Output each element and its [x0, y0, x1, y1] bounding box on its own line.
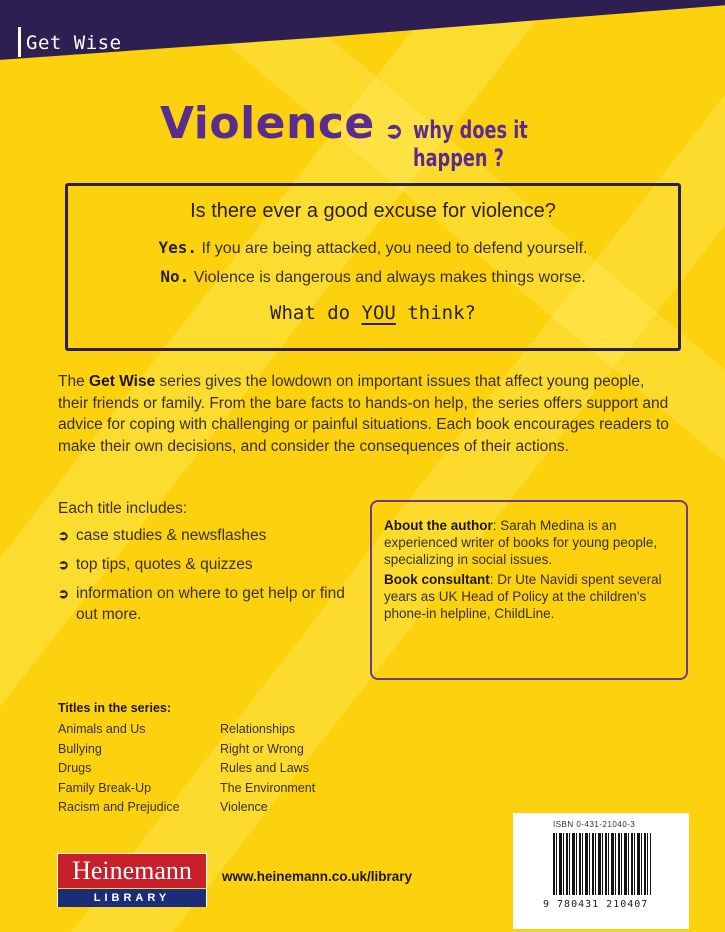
intro-series-name: Get Wise: [89, 373, 156, 390]
includes-heading: Each title includes:: [58, 500, 188, 517]
think-after: think?: [395, 302, 476, 324]
yes-answer: [68, 238, 678, 258]
brand-bar: [18, 27, 21, 57]
about-author: [384, 517, 674, 568]
title-group: [160, 98, 630, 172]
book-consultant: [384, 571, 674, 622]
question-box: [65, 183, 681, 351]
publisher-imprint: LIBRARY: [58, 889, 206, 907]
publisher-logo: [57, 853, 207, 907]
list-item: [58, 554, 358, 575]
arrow-bullet-icon: ➲: [58, 528, 69, 543]
think-you: YOU: [361, 302, 396, 324]
arrow-icon: ➲: [384, 118, 404, 143]
consultant-label: Book consultant: [384, 572, 490, 587]
book-subtitle: why does it happen ?: [413, 116, 528, 172]
think-prompt: [68, 302, 678, 324]
list-item: Relationships: [220, 722, 296, 736]
arrow-bullet-icon: ➲: [58, 586, 69, 601]
list-item: Animals and Us: [58, 722, 146, 736]
list-item: Bullying: [58, 741, 102, 756]
barcode-panel: [513, 813, 689, 929]
ean-digits: 9 780431 210407: [543, 899, 649, 910]
list-item: [58, 525, 358, 546]
question-heading: Is there ever a good excuse for violence?: [190, 200, 556, 222]
intro-lead: The: [58, 373, 90, 390]
yes-text: If you are being attacked, you need to defend yourself.: [197, 240, 588, 257]
series-brand: Get Wise: [26, 32, 122, 54]
no-text: Violence is dangerous and always makes things worse.: [189, 269, 586, 286]
list-item: Violence: [220, 800, 268, 814]
list-item-text: case studies & newsflashes: [76, 527, 267, 544]
publisher-name: Heinemann: [58, 854, 206, 888]
series-intro: [58, 371, 678, 457]
barcode-icon: [553, 833, 651, 895]
list-item: Drugs: [58, 761, 92, 775]
list-item-text: top tips, quotes & quizzes: [76, 556, 253, 573]
think-before: What do: [270, 302, 362, 324]
list-item: Rules and Laws: [220, 761, 309, 775]
series-titles-column-1: [58, 720, 180, 818]
list-item-text: information on where to get help or find out more.: [76, 585, 345, 623]
isbn-label: ISBN 0-431-21040-3: [553, 820, 636, 829]
list-item: [58, 583, 358, 625]
publisher-url: www.heinemann.co.uk/library: [222, 869, 413, 884]
list-item: The Environment: [220, 780, 316, 795]
consultant-text: : Dr Ute Navidi spent several years as UK Head of Policy at the children's phone-in helpline, ChildLine.: [384, 572, 662, 621]
series-titles-heading: Titles in the series:: [58, 701, 172, 715]
author-label: About the author: [384, 518, 493, 533]
list-item: Racism and Prejudice: [58, 800, 180, 814]
arrow-bullet-icon: ➲: [58, 557, 69, 572]
list-item: Right or Wrong: [220, 741, 304, 756]
author-text: : Sarah Medina is an experienced writer of books for young people, specializing in social issues.: [384, 518, 658, 567]
book-title: Violence: [160, 98, 375, 149]
list-item: Family Break-Up: [58, 780, 152, 795]
series-titles-column-2: [220, 720, 315, 818]
author-box: [370, 500, 688, 680]
includes-list: [58, 525, 358, 633]
intro-body: series gives the lowdown on important issues that affect young people, their friends or family. From the bare facts to hands-on help, the series offers support and advice for coping with challenging or painful situations. Each book encourages readers to make their own decisions, and consider the consequences of their actions.: [58, 373, 669, 455]
no-label: No.: [160, 267, 190, 286]
yes-label: Yes.: [158, 238, 198, 257]
no-answer: [68, 267, 678, 287]
